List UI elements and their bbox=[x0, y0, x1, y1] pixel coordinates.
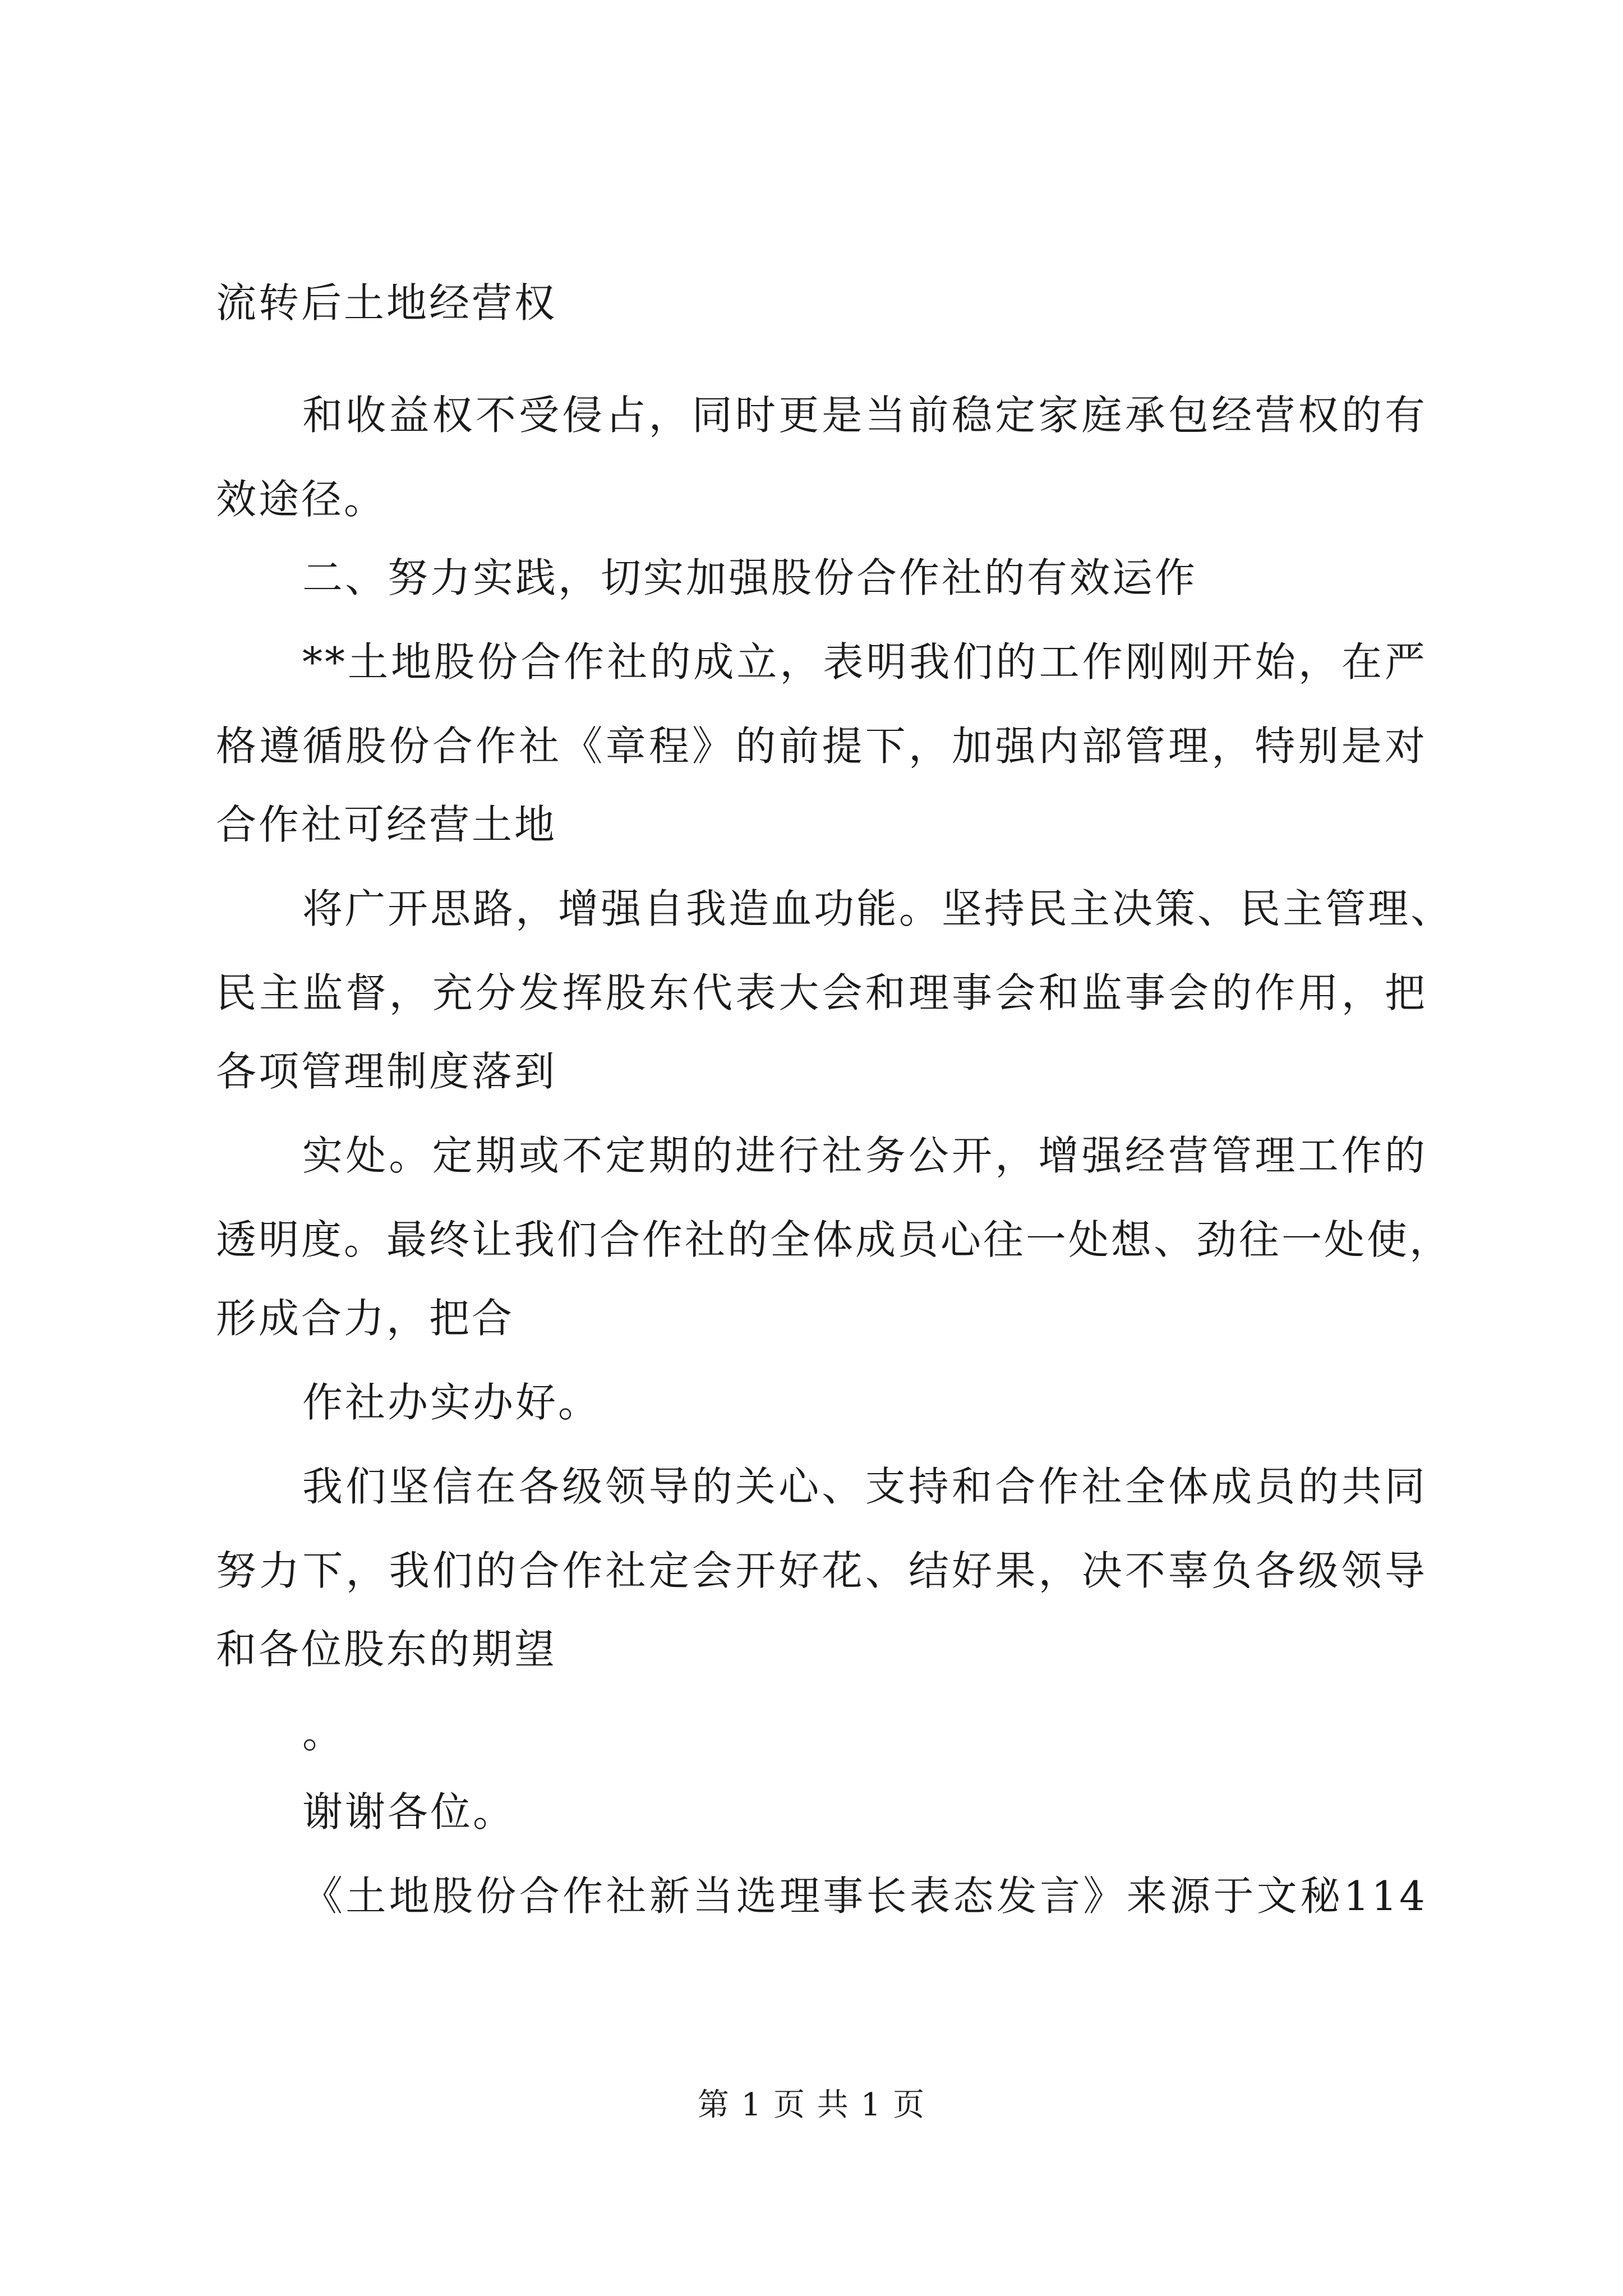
text-line: 合作社可经营土地 bbox=[216, 801, 557, 848]
text-line: 努力下，我们的合作社定会开好花、结好果，决不辜负各级领导 bbox=[216, 1547, 1427, 1594]
section-heading: 二、努力实践，切实加强股份合作社的有效运作 bbox=[302, 554, 1198, 601]
text-line: 民主监督，充分发挥股东代表大会和理事会和监事会的作用，把 bbox=[216, 969, 1427, 1016]
text-line: 形成合力，把合 bbox=[216, 1295, 515, 1342]
text-line: 透明度。最终让我们合作社的全体成员心往一处想、劲往一处使， bbox=[216, 1216, 1453, 1263]
text-line: 和收益权不受侵占，同时更是当前稳定家庭承包经营权的有 bbox=[302, 392, 1427, 439]
text-line: 。 bbox=[302, 1710, 345, 1757]
text-line: 效途径。 bbox=[216, 476, 387, 523]
text-line: 谢谢各位。 bbox=[302, 1788, 516, 1835]
text-line: 流转后土地经营权 bbox=[216, 279, 557, 326]
source-line: 《土地股份合作社新当选理事长表态发言》来源于文秘114 bbox=[302, 1872, 1427, 1920]
page-number-footer: 第 1 页 共 1 页 bbox=[697, 2087, 926, 2123]
text-line: 将广开思路，增强自我造血功能。坚持民主决策、民主管理、 bbox=[302, 885, 1454, 932]
text-line: 作社办实办好。 bbox=[302, 1379, 601, 1426]
text-line: 格遵循股份合作社《章程》的前提下，加强内部管理，特别是对 bbox=[216, 723, 1427, 770]
text-line: 我们坚信在各级领导的关心、支持和合作社全体成员的共同 bbox=[302, 1463, 1427, 1510]
text-line: **土地股份合作社的成立，表明我们的工作刚刚开始，在严 bbox=[302, 638, 1427, 685]
text-line: 实处。定期或不定期的进行社务公开，增强经营管理工作的 bbox=[302, 1132, 1427, 1179]
text-line: 和各位股东的期望 bbox=[216, 1626, 557, 1673]
text-line: 各项管理制度落到 bbox=[216, 1048, 557, 1095]
